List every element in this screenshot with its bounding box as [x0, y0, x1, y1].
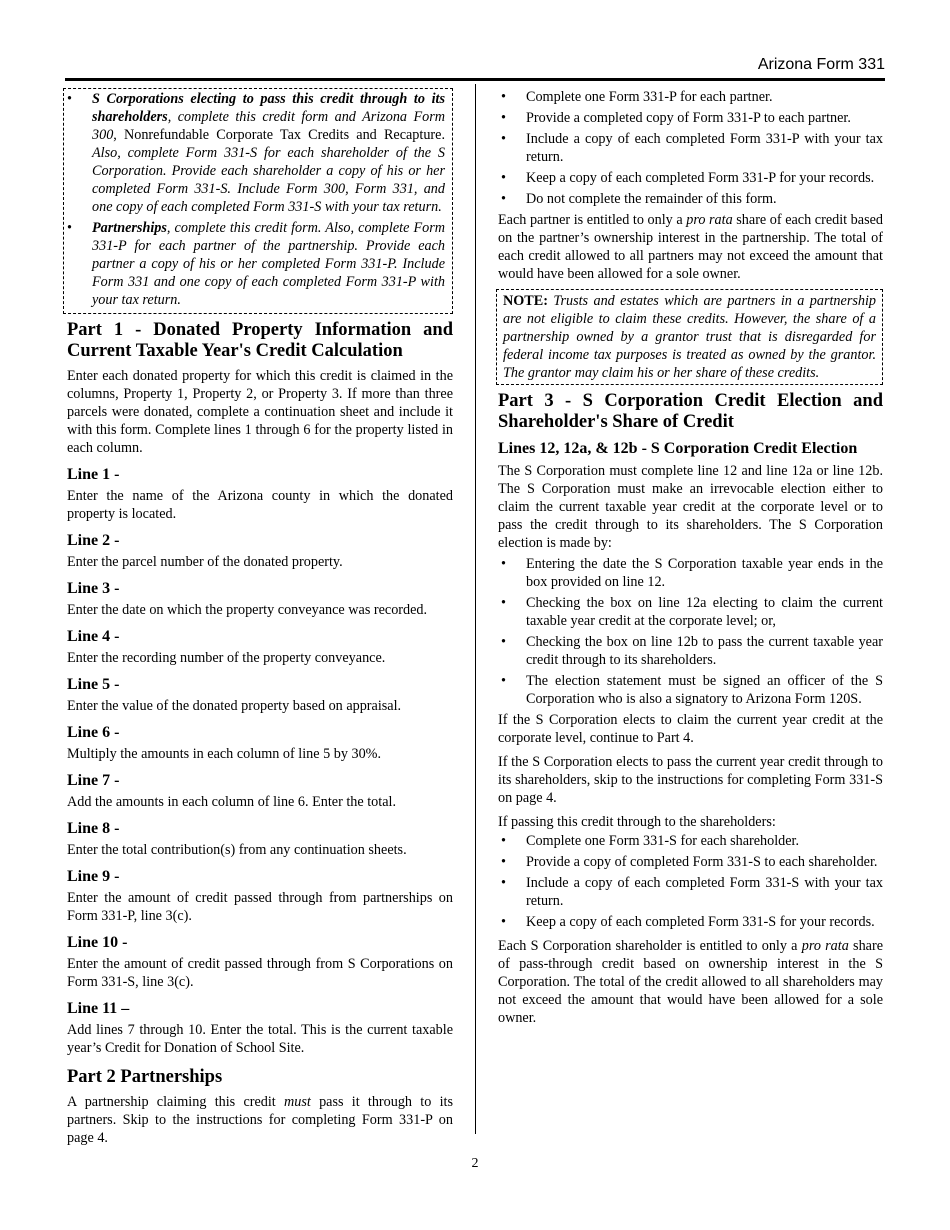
bullet-icon: • — [501, 556, 506, 572]
list-item: • Include a copy of each completed Form 331-P with your tax return. — [501, 131, 883, 165]
line-3-label: Line 3 - — [67, 580, 120, 597]
pass-bullet-list — [498, 832, 883, 931]
list-item: • Entering the date the S Corporation taxable year ends in the box provided on line 12. — [501, 556, 883, 590]
part3-heading: Part 3 - S Corporation Credit Election and Shareholder's Share of Credit — [498, 391, 883, 432]
list-item: • Do not complete the remainder of this form. — [501, 191, 777, 207]
passing-paragraph: If passing this credit through to the shareholders: — [498, 814, 776, 830]
line-4-label: Line 4 - — [67, 628, 120, 645]
bullet-icon: • — [501, 673, 506, 689]
bullet-icon: • — [501, 191, 506, 207]
list-item: • Complete one Form 331-S for each shareholder. — [501, 833, 800, 849]
list-item: • The election statement must be signed an officer of the S Corporation who is also a signatory to Arizona Form 120S. — [501, 673, 883, 707]
bullet-icon: • — [501, 131, 506, 147]
list-item: • Checking the box on line 12b to pass the current taxable year credit through to its shareholders. — [501, 634, 883, 668]
shareholder-share-paragraph: Each S Corporation shareholder is entitled to only a pro rata share of pass-through credit based on ownership interest in the S Corporation. The total of the credit allowed to all shareholders may not exceed the amount that would have been allowed for a sole owner. — [498, 938, 883, 1026]
partnership-bullet-list — [498, 88, 883, 208]
line-5-label: Line 5 - — [67, 676, 120, 693]
instructions-box — [63, 88, 453, 314]
bullet-icon: • — [501, 595, 506, 611]
part1-intro: Enter each donated property for which this credit is claimed in the columns, Property 1, Property 2, or Property 3. If more than three parcels were donated, complete a continuation sheet and include it with this form. Complete lines 1 through 6 for the property listed in each column. — [67, 368, 453, 456]
bullet-icon: • — [501, 833, 506, 849]
list-item: • Provide a copy of completed Form 331-S to each shareholder. — [501, 854, 878, 870]
list-item: • Include a copy of each completed Form 331-S with your tax return. — [501, 875, 883, 909]
bullet-icon: • — [67, 220, 72, 236]
bullet-icon: • — [501, 170, 506, 186]
list-item: • S Corporations electing to pass this credit through to its shareholders, complete this credit form and Arizona Form 300, Nonrefundable Corporate Tax Credits and Recapture. Also, complete Form 331-S for each shareholder of the S Corporation. Provide each shareholder a copy of his or her completed Form 331-S. Include Form 300, Form 331, and one copy of each completed Form 331-S with your tax return. — [67, 91, 445, 215]
line-5-text: Enter the value of the donated property based on appraisal. — [67, 698, 402, 714]
list-item: • Partnerships, complete this credit form. Also, complete Form 331-P for each partner of the partnership. Provide each partner a copy of his or her completed Form 331-P. Include Form 331 and one copy of each completed Form 331-P with your tax return. — [67, 220, 445, 308]
line-10-label: Line 10 - — [67, 934, 128, 951]
claim-paragraph: If the S Corporation elects to claim the current year credit at the corporate level, continue to Part 4. — [498, 712, 883, 746]
bullet-icon: • — [501, 914, 506, 930]
part1-heading: Part 1 - Donated Property Information and Current Taxable Year's Credit Calculation — [67, 320, 453, 361]
line-8-label: Line 8 - — [67, 820, 120, 837]
right-column — [498, 88, 883, 1033]
line-9-text: Enter the amount of credit passed through from partnerships on Form 331-P, line 3(c). — [67, 890, 453, 924]
partnerships-label: Partnerships — [92, 220, 167, 236]
line-3-text: Enter the date on which the property conveyance was recorded. — [67, 602, 428, 618]
bullet-icon: • — [501, 110, 506, 126]
part3-intro: The S Corporation must complete line 12 and line 12a or line 12b. The S Corporation must make an irrevocable election either to claim the current taxable year credit at the corporate level or to pass the credit through to its shareholders. The S Corporation election is made by: — [498, 463, 883, 551]
part3-subheading: Lines 12, 12a, & 12b - S Corporation Credit Election — [498, 440, 858, 457]
bullet-icon: • — [501, 634, 506, 650]
line-7-text: Add the amounts in each column of line 6. Enter the total. — [67, 794, 396, 810]
line-1-label: Line 1 - — [67, 466, 120, 483]
line-2-text: Enter the parcel number of the donated property. — [67, 554, 343, 570]
left-column — [67, 88, 453, 1153]
bullet-icon: • — [501, 854, 506, 870]
line-6-text: Multiply the amounts in each column of line 5 by 30%. — [67, 746, 382, 762]
partner-share-paragraph: Each partner is entitled to only a pro rata share of each credit based on the partner’s ownership interest in the partnership. The total of each credit allowed to all partners may not exceed the amount that would have been allowed for a sole owner. — [498, 212, 883, 282]
pass-paragraph: If the S Corporation elects to pass the current year credit through to its shareholders, skip to the instructions for completing Form 331-S on page 4. — [498, 754, 883, 806]
bullet-icon: • — [501, 875, 506, 891]
bullet-icon: • — [501, 89, 506, 105]
part2-text: A partnership claiming this credit must pass it through to its partners. Skip to the instructions for completing Form 331-P on page 4. — [67, 1094, 453, 1146]
form-title: Arizona Form 331 — [757, 56, 885, 73]
note-label: NOTE: — [503, 293, 548, 309]
list-item: • Keep a copy of each completed Form 331-S for your records. — [501, 914, 875, 930]
list-item: • Checking the box on line 12a electing to claim the current taxable year credit at the corporate level; or, — [501, 595, 883, 629]
line-11-label: Line 11 – — [67, 1000, 130, 1017]
line-1-text: Enter the name of the Arizona county in which the donated property is located. — [67, 488, 453, 522]
line-9-label: Line 9 - — [67, 868, 120, 885]
part2-heading: Part 2 Partnerships — [67, 1067, 223, 1087]
list-item: • Keep a copy of each completed Form 331-P for your records. — [501, 170, 875, 186]
column-divider — [475, 84, 476, 1134]
note-box — [496, 289, 883, 385]
election-bullet-list — [498, 555, 883, 708]
line-10-text: Enter the amount of credit passed through from S Corporations on Form 331-S, line 3(c). — [67, 956, 453, 990]
line-6-label: Line 6 - — [67, 724, 120, 741]
line-11-text: Add lines 7 through 10. Enter the total. This is the current taxable year’s Credit for Donation of School Site. — [67, 1022, 453, 1056]
line-8-text: Enter the total contribution(s) from any continuation sheets. — [67, 842, 407, 858]
list-item: • Provide a completed copy of Form 331-P to each partner. — [501, 110, 851, 126]
bullet-icon: • — [67, 91, 72, 107]
line-2-label: Line 2 - — [67, 532, 120, 549]
line-4-text: Enter the recording number of the property conveyance. — [67, 650, 386, 666]
line-7-label: Line 7 - — [67, 772, 120, 789]
note-text: Trusts and estates which are partners in a partnership are not eligible to claim these credits. However, the share of a partnership owned by a grantor trust that is disregarded for federal income tax purposes is treated as owned by the grantor. The grantor may claim his or her share of these credits. — [503, 293, 876, 381]
s-corp-label: S Corporations electing to pass this credit through to its shareholders — [92, 91, 445, 125]
page-header — [65, 52, 885, 81]
list-item: • Complete one Form 331-P for each partner. — [501, 89, 773, 105]
page-number: 2 — [471, 1156, 479, 1171]
